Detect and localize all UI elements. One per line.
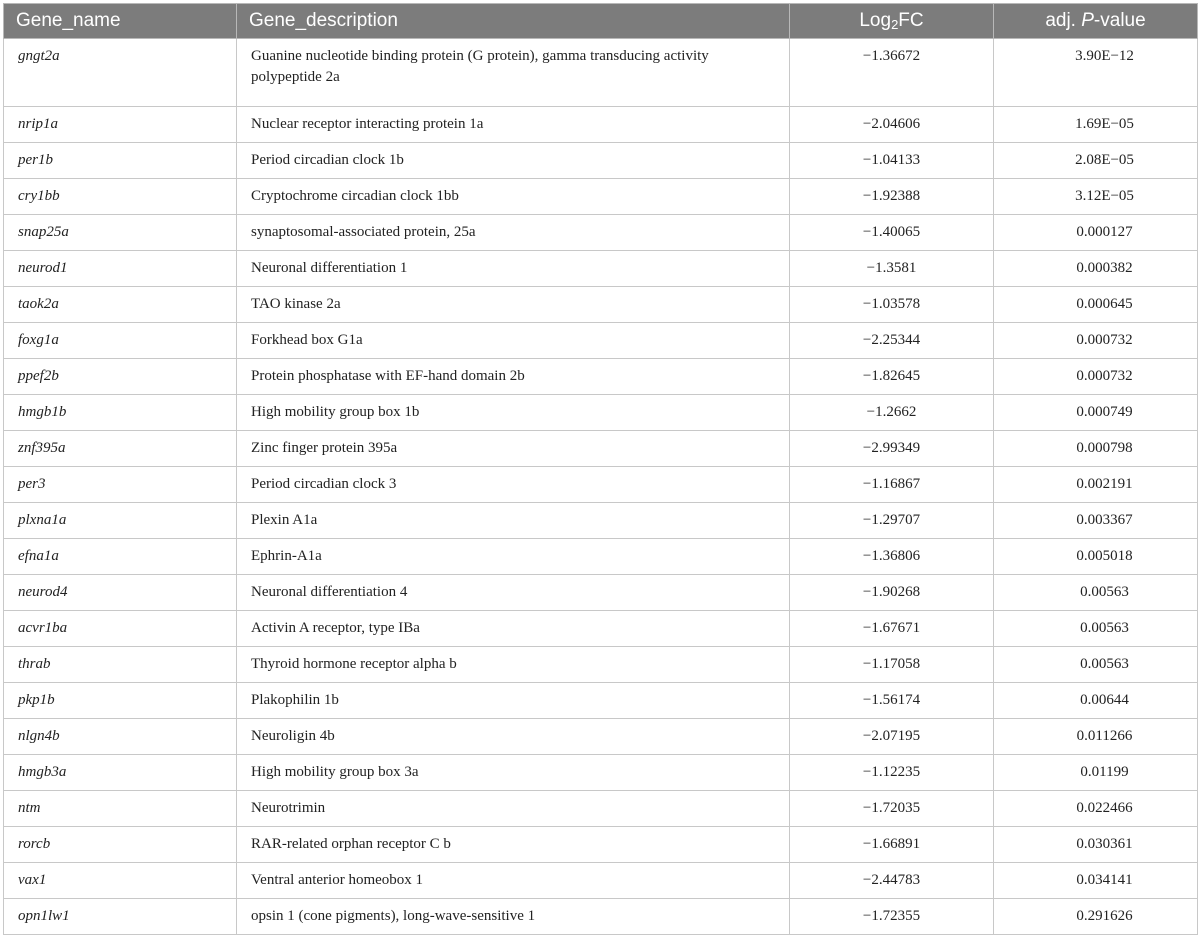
table-row: [4, 215, 1198, 251]
adj-pvalue-cell: 1.69E−05: [994, 107, 1198, 143]
gene-description-cell: Period circadian clock 1b: [237, 143, 790, 179]
gene-name-cell: nrip1a: [4, 107, 237, 143]
log2fc-cell: −1.17058: [790, 647, 994, 683]
table-row: [4, 251, 1198, 287]
log2fc-cell: −1.82645: [790, 359, 994, 395]
header-gene-description: Gene_description: [237, 4, 790, 39]
table-row: [4, 755, 1198, 791]
log2fc-cell: −2.25344: [790, 323, 994, 359]
adj-pvalue-cell: 0.000749: [994, 395, 1198, 431]
table-row: [4, 395, 1198, 431]
log2fc-cell: −1.29707: [790, 503, 994, 539]
table-row: [4, 143, 1198, 179]
gene-description-cell: Plakophilin 1b: [237, 683, 790, 719]
gene-name-cell: hmgb3a: [4, 755, 237, 791]
gene-name-cell: pkp1b: [4, 683, 237, 719]
gene-description-cell: Ephrin-A1a: [237, 539, 790, 575]
adj-pvalue-cell: 0.000127: [994, 215, 1198, 251]
table-row: [4, 503, 1198, 539]
gene-name-cell: cry1bb: [4, 179, 237, 215]
adj-pvalue-cell: 0.005018: [994, 539, 1198, 575]
log2fc-cell: −1.92388: [790, 179, 994, 215]
gene-description-cell: Thyroid hormone receptor alpha b: [237, 647, 790, 683]
log2fc-cell: −1.2662: [790, 395, 994, 431]
table-row: [4, 179, 1198, 215]
gene-name-cell: per1b: [4, 143, 237, 179]
log2fc-cell: −1.16867: [790, 467, 994, 503]
gene-name-cell: znf395a: [4, 431, 237, 467]
gene-description-cell: synaptosomal-associated protein, 25a: [237, 215, 790, 251]
log2fc-cell: −1.36806: [790, 539, 994, 575]
table-row: [4, 107, 1198, 143]
adj-pvalue-cell: 3.12E−05: [994, 179, 1198, 215]
gene-description-cell: Nuclear receptor interacting protein 1a: [237, 107, 790, 143]
adj-pvalue-cell: 0.01199: [994, 755, 1198, 791]
gene-description-cell: Ventral anterior homeobox 1: [237, 863, 790, 899]
gene-table-container: [3, 3, 1197, 935]
table-row: [4, 611, 1198, 647]
gene-description-cell: opsin 1 (cone pigments), long-wave-sensitive 1: [237, 899, 790, 935]
adj-pvalue-cell: 0.00563: [994, 611, 1198, 647]
header-log2fc-prefix: Log: [859, 10, 892, 31]
gene-name-cell: gngt2a: [4, 39, 237, 107]
header-log2fc-suffix: FC: [898, 10, 924, 31]
adj-pvalue-cell: 0.000732: [994, 323, 1198, 359]
adj-pvalue-cell: 0.022466: [994, 791, 1198, 827]
table-header: [4, 4, 1198, 39]
adj-pvalue-cell: 0.00563: [994, 647, 1198, 683]
gene-description-cell: Cryptochrome circadian clock 1bb: [237, 179, 790, 215]
adj-pvalue-cell: 0.291626: [994, 899, 1198, 935]
gene-name-cell: neurod4: [4, 575, 237, 611]
adj-pvalue-cell: 0.002191: [994, 467, 1198, 503]
header-log2fc: [790, 4, 994, 39]
log2fc-cell: −1.40065: [790, 215, 994, 251]
gene-description-cell: Activin A receptor, type IBa: [237, 611, 790, 647]
gene-description-cell: Protein phosphatase with EF-hand domain 2b: [237, 359, 790, 395]
log2fc-cell: −1.36672: [790, 39, 994, 107]
gene-description-cell: Guanine nucleotide binding protein (G protein), gamma transducing activity polypeptide 2a: [237, 39, 790, 107]
log2fc-cell: −1.67671: [790, 611, 994, 647]
log2fc-cell: −1.72035: [790, 791, 994, 827]
log2fc-cell: −1.56174: [790, 683, 994, 719]
header-adj-pvalue: [994, 4, 1198, 39]
table-row: [4, 647, 1198, 683]
gene-name-cell: neurod1: [4, 251, 237, 287]
log2fc-cell: −1.3581: [790, 251, 994, 287]
table-row: [4, 467, 1198, 503]
gene-description-cell: Period circadian clock 3: [237, 467, 790, 503]
gene-name-cell: per3: [4, 467, 237, 503]
adj-pvalue-cell: 2.08E−05: [994, 143, 1198, 179]
log2fc-cell: −1.12235: [790, 755, 994, 791]
gene-name-cell: nlgn4b: [4, 719, 237, 755]
adj-pvalue-cell: 0.003367: [994, 503, 1198, 539]
gene-description-cell: High mobility group box 3a: [237, 755, 790, 791]
gene-name-cell: hmgb1b: [4, 395, 237, 431]
gene-name-cell: thrab: [4, 647, 237, 683]
adj-pvalue-cell: 0.011266: [994, 719, 1198, 755]
table-body: [4, 39, 1198, 935]
log2fc-cell: −2.44783: [790, 863, 994, 899]
gene-description-cell: TAO kinase 2a: [237, 287, 790, 323]
log2fc-cell: −1.90268: [790, 575, 994, 611]
header-pvalue-suffix: -value: [1093, 10, 1146, 31]
gene-name-cell: acvr1ba: [4, 611, 237, 647]
header-gene-name: Gene_name: [4, 4, 237, 39]
gene-name-cell: ntm: [4, 791, 237, 827]
gene-name-cell: taok2a: [4, 287, 237, 323]
adj-pvalue-cell: 0.000645: [994, 287, 1198, 323]
header-pvalue-italic: P: [1081, 10, 1094, 31]
gene-name-cell: foxg1a: [4, 323, 237, 359]
gene-description-cell: Forkhead box G1a: [237, 323, 790, 359]
adj-pvalue-cell: 0.000798: [994, 431, 1198, 467]
gene-description-cell: Neuronal differentiation 1: [237, 251, 790, 287]
log2fc-cell: −1.04133: [790, 143, 994, 179]
log2fc-cell: −1.03578: [790, 287, 994, 323]
header-log2fc-subscript: 2: [891, 17, 899, 32]
gene-name-cell: snap25a: [4, 215, 237, 251]
header-pvalue-prefix: adj.: [1045, 10, 1082, 31]
table-row: [4, 827, 1198, 863]
log2fc-cell: −1.72355: [790, 899, 994, 935]
header-row: [4, 4, 1198, 39]
log2fc-cell: −2.07195: [790, 719, 994, 755]
gene-name-cell: efna1a: [4, 539, 237, 575]
table-row: [4, 539, 1198, 575]
log2fc-cell: −2.99349: [790, 431, 994, 467]
gene-name-cell: plxna1a: [4, 503, 237, 539]
table-row: [4, 39, 1198, 107]
adj-pvalue-cell: 0.030361: [994, 827, 1198, 863]
log2fc-cell: −2.04606: [790, 107, 994, 143]
table-row: [4, 323, 1198, 359]
table-row: [4, 899, 1198, 935]
gene-name-cell: vax1: [4, 863, 237, 899]
adj-pvalue-cell: 3.90E−12: [994, 39, 1198, 107]
table-row: [4, 791, 1198, 827]
adj-pvalue-cell: 0.00563: [994, 575, 1198, 611]
table-row: [4, 287, 1198, 323]
adj-pvalue-cell: 0.000382: [994, 251, 1198, 287]
gene-name-cell: opn1lw1: [4, 899, 237, 935]
log2fc-cell: −1.66891: [790, 827, 994, 863]
gene-description-cell: High mobility group box 1b: [237, 395, 790, 431]
gene-description-cell: Plexin A1a: [237, 503, 790, 539]
gene-description-cell: Neuroligin 4b: [237, 719, 790, 755]
adj-pvalue-cell: 0.034141: [994, 863, 1198, 899]
table-row: [4, 431, 1198, 467]
gene-description-cell: RAR-related orphan receptor C b: [237, 827, 790, 863]
gene-description-cell: Neurotrimin: [237, 791, 790, 827]
adj-pvalue-cell: 0.000732: [994, 359, 1198, 395]
table-row: [4, 359, 1198, 395]
gene-description-cell: Zinc finger protein 395a: [237, 431, 790, 467]
gene-name-cell: rorcb: [4, 827, 237, 863]
table-row: [4, 575, 1198, 611]
table-row: [4, 719, 1198, 755]
table-row: [4, 683, 1198, 719]
gene-expression-table: [3, 3, 1198, 935]
gene-description-cell: Neuronal differentiation 4: [237, 575, 790, 611]
gene-name-cell: ppef2b: [4, 359, 237, 395]
adj-pvalue-cell: 0.00644: [994, 683, 1198, 719]
table-row: [4, 863, 1198, 899]
